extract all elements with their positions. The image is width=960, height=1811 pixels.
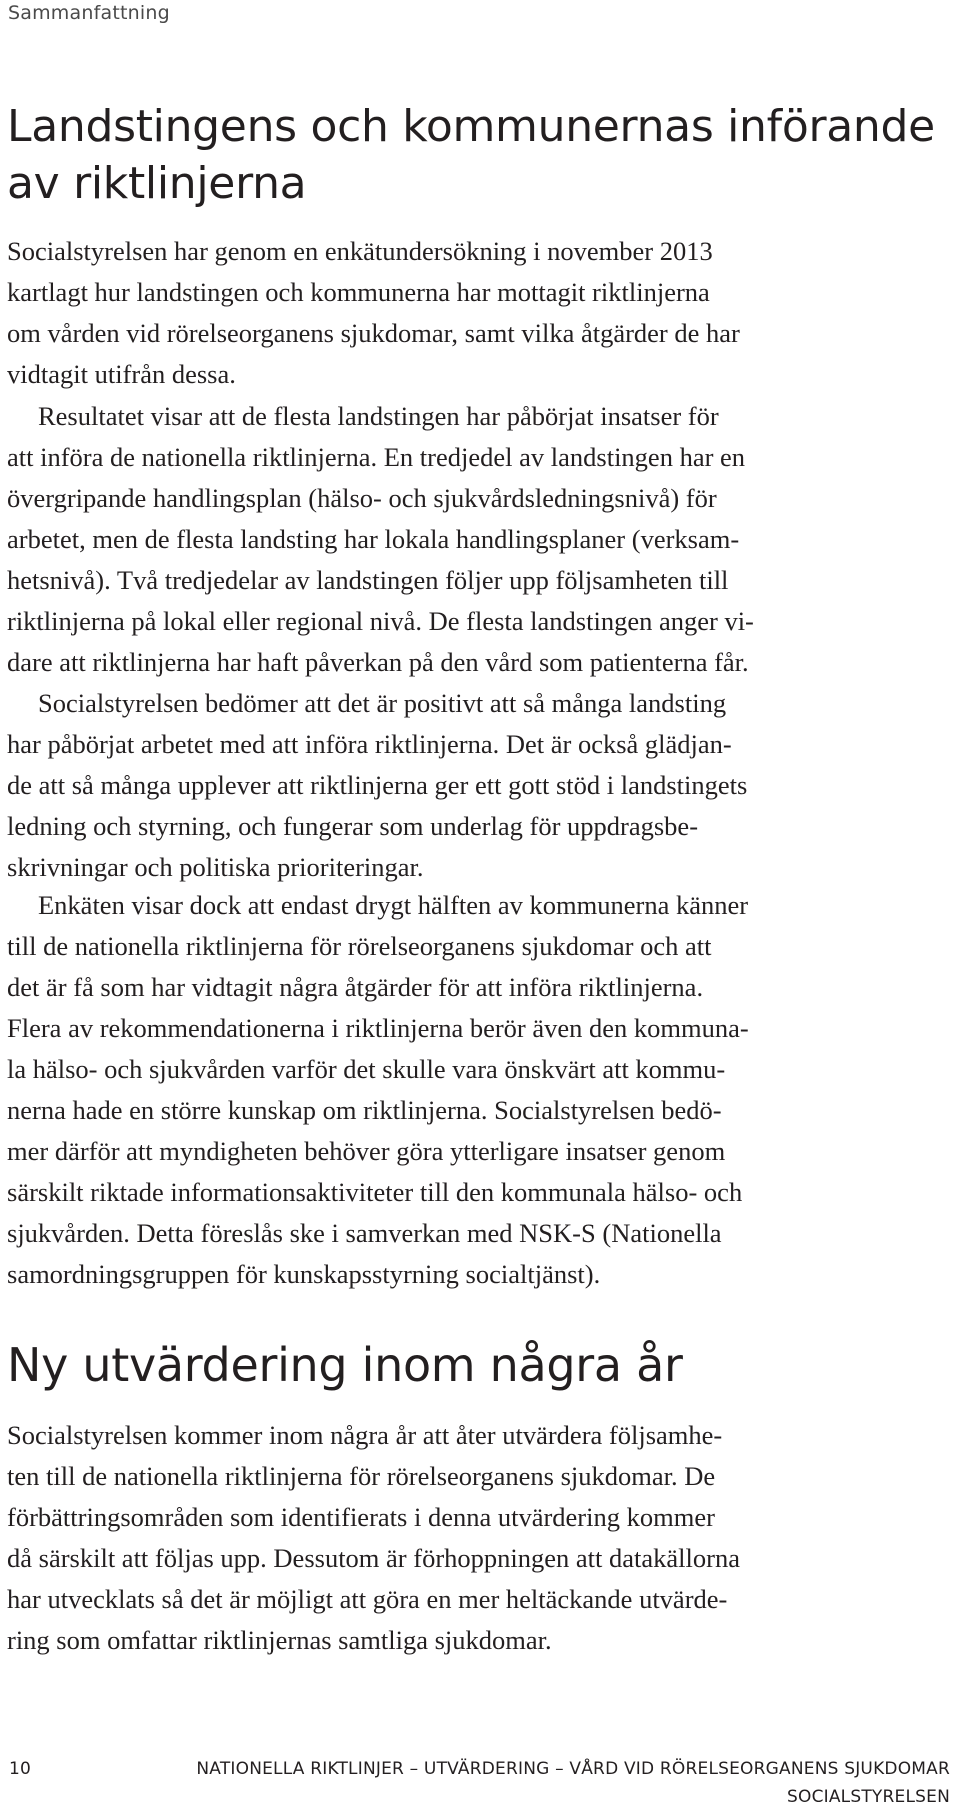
footer-series-title: NATIONELLA RIKTLINJER – UTVÄRDERING – VÅRD VID RÖRELSEORGANENS SJUKDOMAR bbox=[196, 1759, 950, 1779]
text-line: ring som omfattar riktlinjernas samtliga sjukdomar. bbox=[7, 1625, 552, 1655]
text-line: la hälso- och sjukvården varför det skulle vara önskvärt att kommu- bbox=[7, 1054, 726, 1084]
body-paragraph bbox=[7, 396, 957, 888]
text-line: arbetet, men de flesta landsting har lokala handlingsplaner (verksam- bbox=[7, 524, 740, 554]
text-line: ledning och styrning, och fungerar som underlag för uppdragsbe- bbox=[7, 811, 699, 841]
text-line: Enkäten visar dock att endast drygt hälften av kommunerna känner bbox=[38, 890, 749, 920]
text-line: förbättringsområden som identifierats i denna utvärdering kommer bbox=[7, 1502, 715, 1532]
text-line: vidtagit utifrån dessa. bbox=[7, 359, 236, 389]
text-line: kartlagt hur landstingen och kommunerna har mottagit riktlinjerna bbox=[7, 277, 710, 307]
text-line: de att så många upplever att riktlinjerna ger ett gott stöd i landstingets bbox=[7, 770, 748, 800]
text-line: Flera av rekommendationerna i riktlinjerna berör även den kommuna- bbox=[7, 1013, 749, 1043]
text-line: till de nationella riktlinjerna för rörelseorganens sjukdomar och att bbox=[7, 931, 712, 961]
text-line: att införa de nationella riktlinjerna. En tredjedel av landstingen har en bbox=[7, 442, 746, 472]
text-line: ten till de nationella riktlinjerna för rörelseorganens sjukdomar. De bbox=[7, 1461, 716, 1491]
heading-line: Landstingens och kommunernas införande bbox=[7, 101, 935, 152]
text-line: då särskilt att följas upp. Dessutom är förhoppningen att datakällorna bbox=[7, 1543, 740, 1573]
section-heading-introduction bbox=[7, 98, 935, 212]
body-paragraph bbox=[7, 1415, 957, 1661]
text-line: nerna hade en större kunskap om riktlinjerna. Socialstyrelsen bedö- bbox=[7, 1095, 722, 1125]
text-line: samordningsgruppen för kunskapsstyrning socialtjänst). bbox=[7, 1259, 601, 1289]
text-line: Socialstyrelsen bedömer att det är positivt att så många landsting bbox=[38, 688, 727, 718]
text-line: Socialstyrelsen kommer inom några år att åter utvärdera följsamhe- bbox=[7, 1420, 723, 1450]
text-line: riktlinjerna på lokal eller regional nivå. De flesta landstingen anger vi- bbox=[7, 606, 754, 636]
text-line: Resultatet visar att de flesta landstingen har påbörjat insatser för bbox=[38, 401, 719, 431]
body-paragraph bbox=[7, 231, 957, 395]
running-head: Sammanfattning bbox=[8, 2, 170, 24]
text-line: det är få som har vidtagit några åtgärder för att införa riktlinjerna. bbox=[7, 972, 704, 1002]
text-line: särskilt riktade informationsaktiviteter till den kommunala hälso- och bbox=[7, 1177, 743, 1207]
body-paragraph bbox=[7, 885, 957, 1295]
footer-organization: SOCIALSTYRELSEN bbox=[787, 1787, 950, 1807]
page-number: 10 bbox=[9, 1759, 32, 1779]
text-line: har utvecklats så det är möjligt att göra en mer heltäckande utvärde- bbox=[7, 1584, 728, 1614]
text-line: Socialstyrelsen har genom en enkätundersökning i november 2013 bbox=[7, 236, 713, 266]
text-line: om vården vid rörelseorganens sjukdomar, samt vilka åtgärder de har bbox=[7, 318, 740, 348]
section-heading-new-evaluation: Ny utvärdering inom några år bbox=[7, 1338, 683, 1392]
text-line: sjukvården. Detta föreslås ske i samverkan med NSK-S (Nationella bbox=[7, 1218, 722, 1248]
text-line: dare att riktlinjerna har haft påverkan på den vård som patienterna får. bbox=[7, 647, 749, 677]
text-line: hetsnivå). Två tredjedelar av landstingen följer upp följsamheten till bbox=[7, 565, 729, 595]
heading-line: av riktlinjerna bbox=[7, 158, 307, 209]
text-line: övergripande handlingsplan (hälso- och sjukvårdsledningsnivå) för bbox=[7, 483, 717, 513]
text-line: har påbörjat arbetet med att införa riktlinjerna. Det är också glädjan- bbox=[7, 729, 732, 759]
text-line: skrivningar och politiska prioriteringar. bbox=[7, 852, 424, 882]
text-line: mer därför att myndigheten behöver göra ytterligare insatser genom bbox=[7, 1136, 726, 1166]
